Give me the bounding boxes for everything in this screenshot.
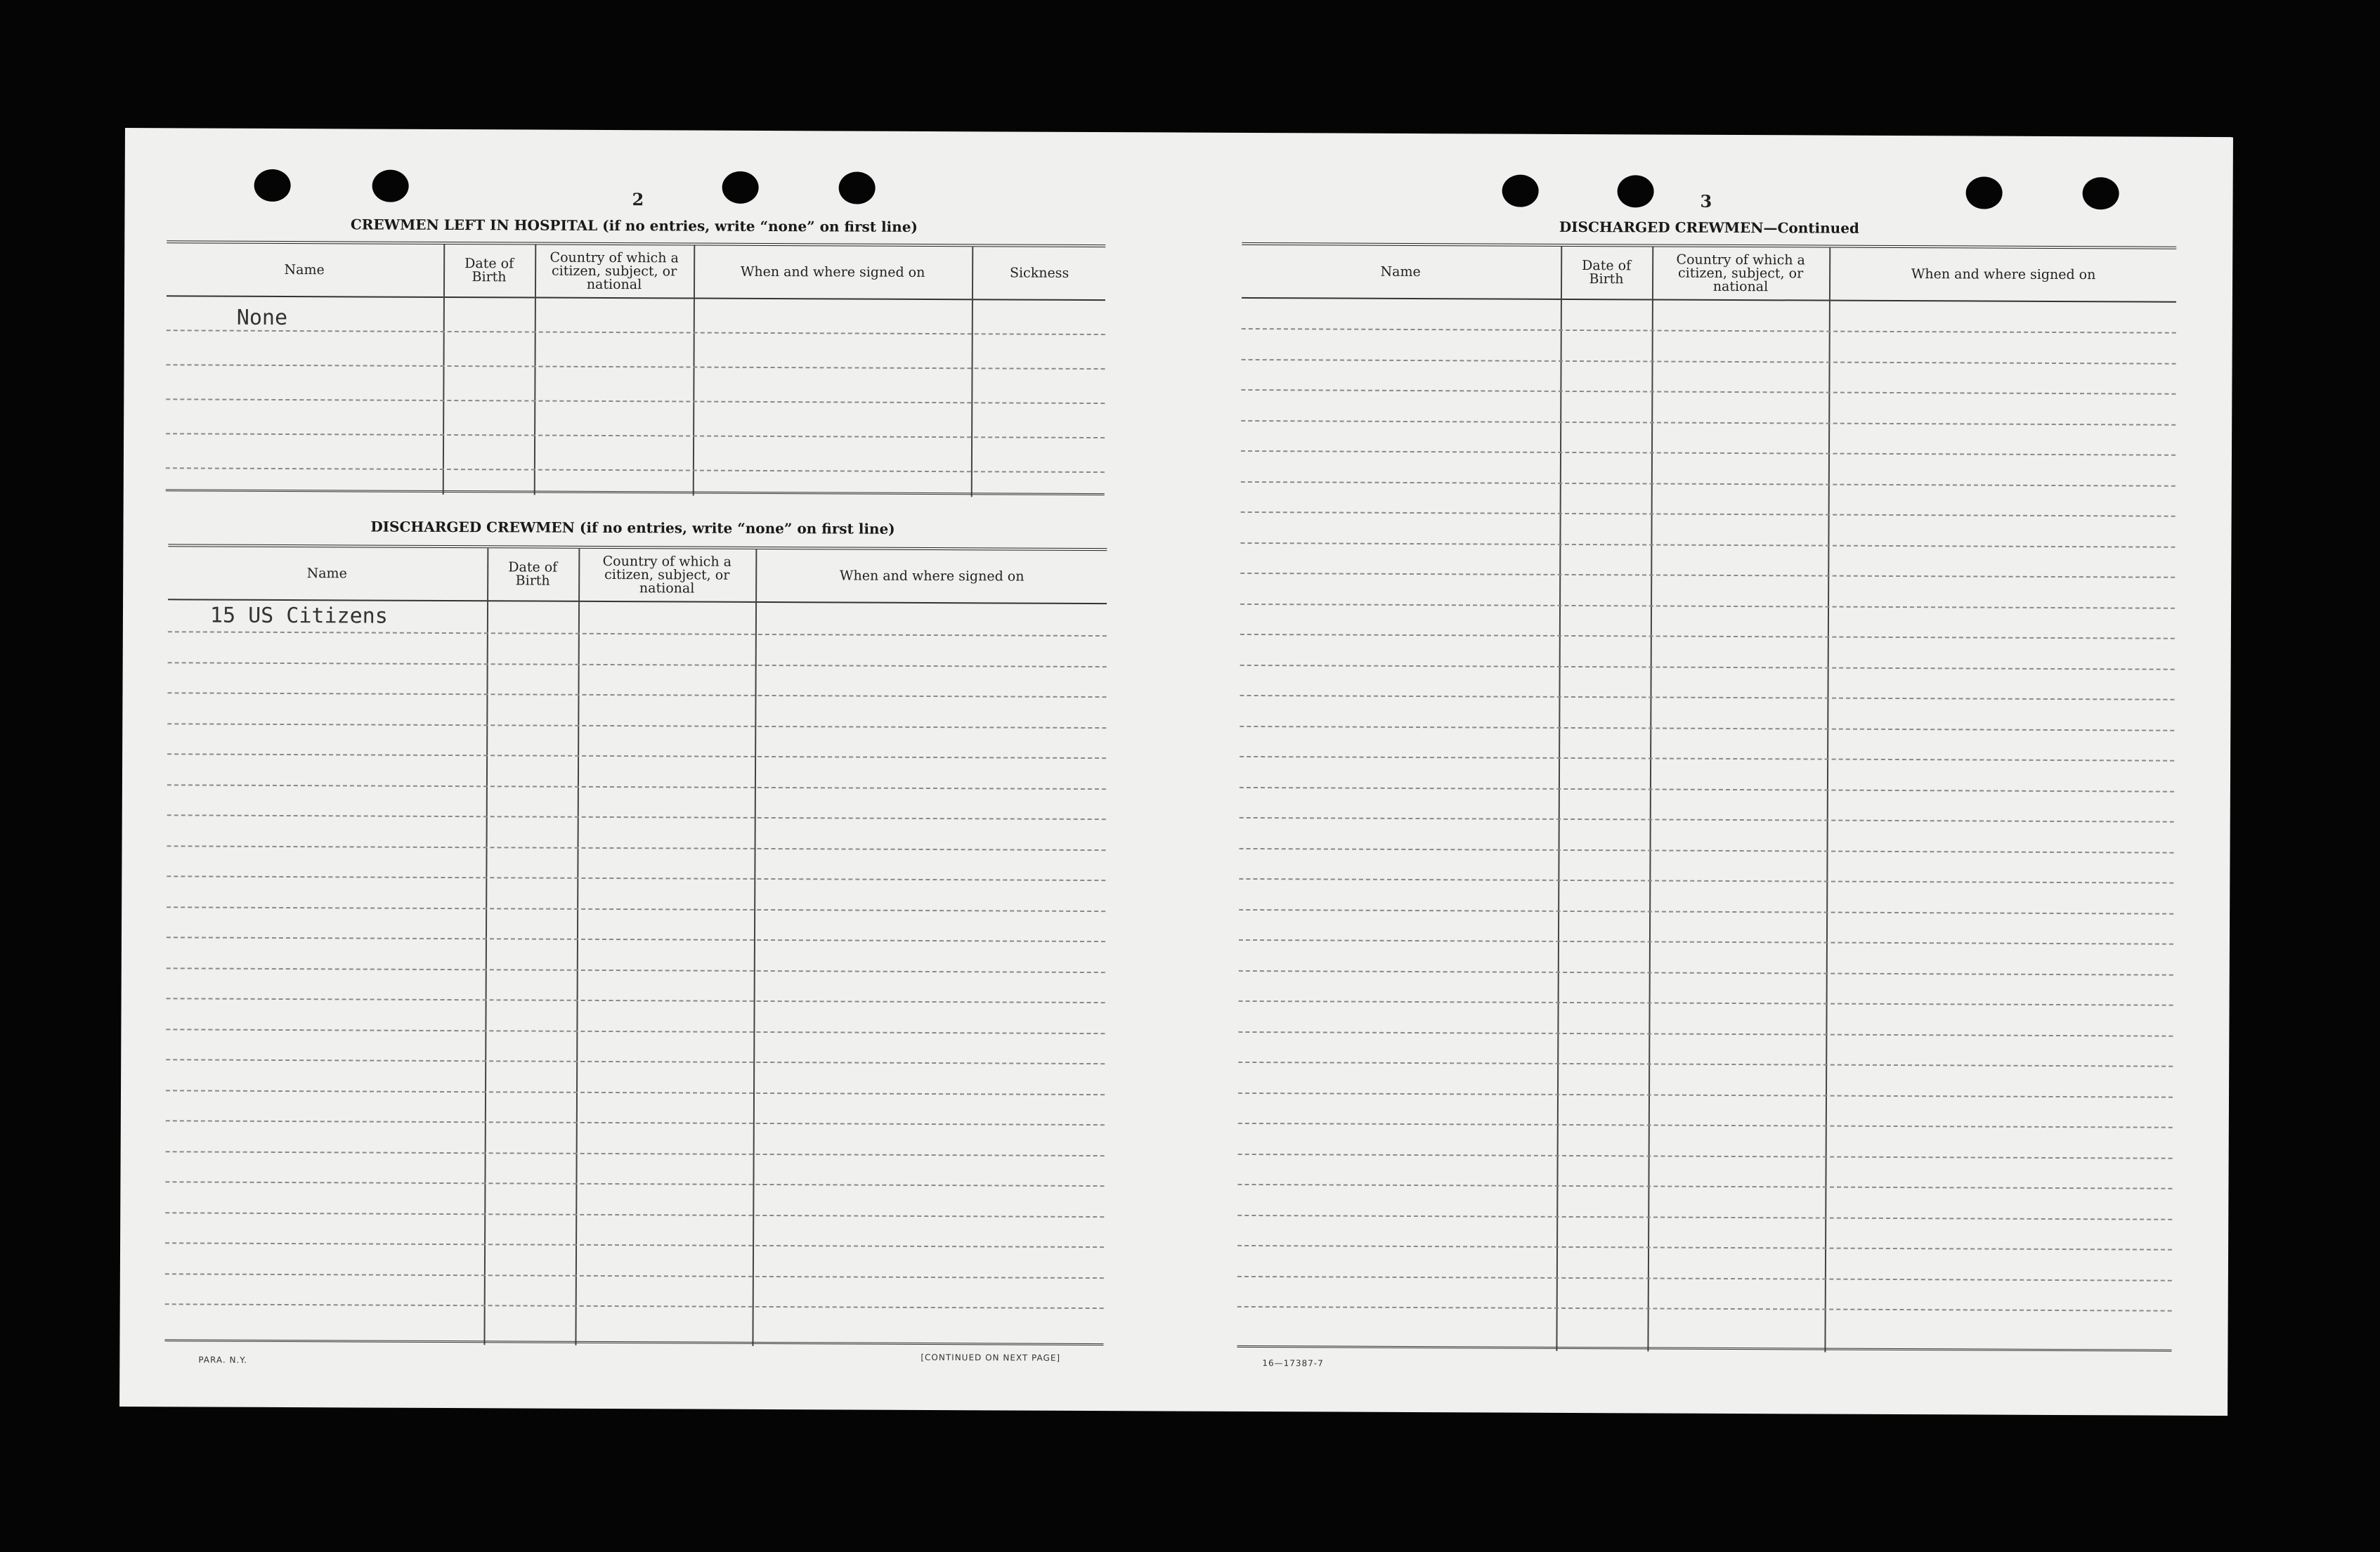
form-row-line [167, 753, 1106, 759]
form-row-line [166, 1151, 1105, 1156]
form-row-line [166, 467, 1105, 473]
table-bottom-rule [164, 1339, 1103, 1345]
col-header-country: Country of which a citizen, subject, or national [550, 249, 679, 292]
form-row-line [166, 433, 1105, 438]
form-row-line [1239, 1000, 2173, 1006]
discharged-entry: 15 US Citizens [209, 603, 388, 629]
form-row-line [1240, 786, 2174, 792]
punch-hole [254, 169, 291, 202]
hospital-title-note: (if no entries, write “none” on first line) [602, 216, 918, 235]
form-row-line [1242, 328, 2176, 334]
form-row-line [167, 692, 1106, 698]
column-divider [483, 548, 488, 1345]
punch-hole [1618, 175, 1654, 207]
footer-form-number: 16—17387-7 [1262, 1358, 1324, 1369]
form-row-line [1240, 817, 2174, 823]
form-row-line [1239, 970, 2173, 975]
form-row-line [167, 937, 1105, 942]
form-row-line [165, 1303, 1104, 1309]
form-row-line [1237, 1245, 2172, 1251]
page-number-right: 3 [1700, 190, 1712, 211]
form-row-line [1240, 664, 2175, 670]
form-row-line [1240, 847, 2174, 853]
form-row-line [165, 1212, 1104, 1218]
form-row-line [1238, 1153, 2173, 1159]
discharged-continued-header [1242, 245, 2176, 303]
form-row-line [166, 1029, 1105, 1034]
discharged-section-title [165, 517, 1100, 538]
form-row-line [1240, 603, 2175, 608]
form-row-line [167, 998, 1105, 1003]
form-row-line [167, 906, 1105, 912]
discharged-continued-table [1237, 242, 2176, 1354]
col-header-date-of-birth: Date of Birth [508, 559, 558, 589]
form-row-line [167, 845, 1106, 851]
col-header-sickness: Sickness [1009, 264, 1069, 281]
punch-hole [372, 170, 409, 202]
page-number-left: 2 [632, 189, 644, 210]
col-header-name: Name [1380, 263, 1421, 280]
form-row-line [1240, 542, 2175, 547]
form-row-line [168, 631, 1107, 637]
punch-hole [839, 171, 876, 204]
form-row-line [167, 364, 1105, 370]
column-divider [971, 247, 974, 497]
footer-continued-note: [CONTINUED ON NEXT PAGE] [921, 1352, 1061, 1363]
column-divider [752, 549, 757, 1346]
punch-hole [722, 171, 759, 204]
discharged-table [164, 544, 1107, 1348]
discharged-continued-title: DISCHARGED CREWMEN—Continued [1559, 218, 1859, 237]
form-row-line [1241, 450, 2176, 456]
form-row-line [166, 1090, 1105, 1095]
discharged-table-header [168, 547, 1107, 604]
footer-printer-mark: PARA. N.Y. [198, 1355, 248, 1365]
col-header-date-of-birth: Date of Birth [464, 256, 514, 285]
form-row-line [1240, 725, 2174, 731]
hospital-entry-none: None [236, 305, 288, 331]
hospital-table [166, 240, 1106, 497]
col-header-country: Country of which a citizen, subject, or national [602, 553, 732, 596]
form-row-line [1240, 634, 2175, 639]
column-divider [534, 245, 537, 495]
form-row-line [1238, 1031, 2173, 1036]
hospital-section-title [167, 215, 1101, 236]
col-header-country: Country of which a citizen, subject, or national [1676, 252, 1805, 294]
form-row-line [1239, 939, 2173, 945]
column-divider [693, 246, 696, 496]
form-row-line [166, 398, 1105, 404]
form-row-line [167, 723, 1106, 729]
form-row-line [1237, 1275, 2172, 1281]
hospital-table-header [167, 243, 1105, 301]
form-row-line [1240, 573, 2175, 578]
col-header-name: Name [284, 261, 325, 278]
document-scan [119, 128, 2233, 1416]
form-row-line [165, 1181, 1104, 1187]
punch-hole [1502, 175, 1539, 207]
table-bottom-rule [1237, 1345, 2171, 1352]
form-row-line [1240, 695, 2174, 700]
form-row-line [1239, 878, 2173, 884]
punch-hole [1966, 176, 2003, 209]
col-header-signed-on: When and where signed on [740, 263, 925, 280]
col-header-name: Name [306, 565, 347, 581]
discharged-title-note: (if no entries, write “none” on first line) [579, 519, 895, 537]
form-row-line [167, 784, 1106, 790]
form-row-line [1242, 358, 2176, 364]
form-row-line [167, 967, 1105, 973]
form-row-line [1240, 756, 2174, 762]
form-row-line [167, 875, 1105, 881]
form-row-line [1238, 1062, 2173, 1067]
hospital-title-text: CREWMEN LEFT IN HOSPITAL [350, 216, 598, 234]
col-header-signed-on: When and where signed on [1911, 266, 2096, 282]
form-row-line [1238, 1092, 2173, 1097]
form-row-line [1241, 389, 2176, 395]
col-header-date-of-birth: Date of Birth [1582, 258, 1632, 287]
form-row-line [1241, 511, 2176, 517]
form-row-line [1237, 1184, 2172, 1189]
form-row-line [168, 662, 1107, 667]
table-bottom-rule [166, 489, 1105, 495]
form-row-line [1241, 419, 2176, 425]
form-row-line [165, 1273, 1104, 1279]
discharged-title-text: DISCHARGED CREWMEN [370, 518, 576, 536]
form-row-line [166, 1120, 1105, 1126]
form-row-line [1239, 908, 2173, 914]
form-row-line [1237, 1214, 2172, 1220]
form-row-line [1238, 1123, 2173, 1128]
column-divider [443, 244, 446, 495]
col-header-signed-on: When and where signed on [839, 567, 1025, 585]
form-row-line [167, 330, 1105, 335]
column-divider [575, 549, 580, 1345]
form-row-line [166, 1059, 1105, 1064]
form-row-line [167, 814, 1106, 820]
form-row-line [165, 1242, 1104, 1248]
form-row-line [1241, 481, 2176, 486]
form-row-line [1237, 1306, 2172, 1312]
punch-hole [2083, 177, 2119, 209]
